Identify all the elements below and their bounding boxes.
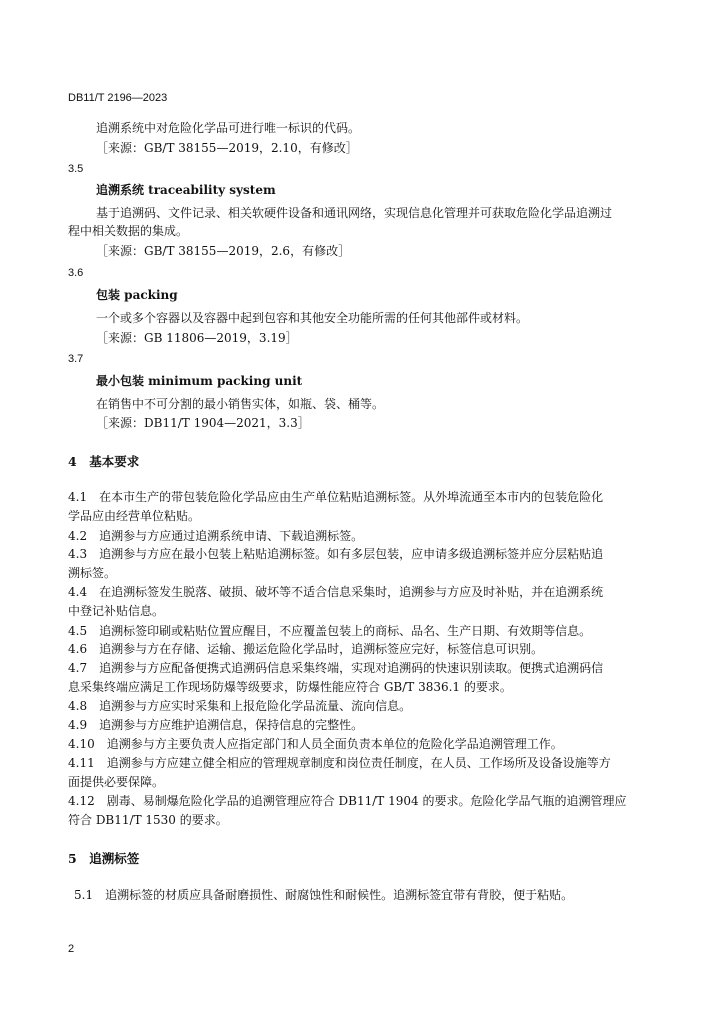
clause-number: 3.7 xyxy=(68,353,84,365)
source-citation: ［来源：GB/T 38155—2019，2.10，有修改］ xyxy=(96,141,358,155)
section-heading: 4 基本要求 xyxy=(68,454,140,469)
source-citation: ［来源：GB/T 38155—2019，2.6，有修改］ xyxy=(96,244,351,258)
definition-text: 追溯系统中对危险化学品可进行唯一标识的代码。 xyxy=(96,121,361,135)
clause-text: 4.8 追溯参与方应实时采集和上报危险化学品流量、流向信息。 xyxy=(68,699,412,713)
definition-text: 在销售中不可分割的最小销售实体，如瓶、袋、桶等。 xyxy=(96,397,385,411)
clause-text: 面提供必要保障。 xyxy=(68,775,165,789)
clause-number: 3.5 xyxy=(68,163,84,175)
clause-text: 5.1 追溯标签的材质应具备耐磨损性、耐腐蚀性和耐候性。追溯标签宜带有背胶，便于粘贴。 xyxy=(74,888,574,902)
clause-text: 4.12 剧毒、易制爆危险化学品的追溯管理应符合 DB11/T 1904 的要求。危险化学品气瓶的追溯管理应 xyxy=(68,794,627,808)
clause-text: 4.6 追溯参与方在存储、运输、搬运危险化学品时，追溯标签应完好，标签信息可识别。 xyxy=(68,642,544,656)
clause-text: 4.7 追溯参与方应配备便携式追溯码信息采集终端，实现对追溯码的快速识别读取。便携式追溯码信 xyxy=(68,661,604,675)
definition-text: 一个或多个容器以及容器中起到包容和其他安全功能所需的任何其他部件或材料。 xyxy=(96,311,529,325)
definition-text: 程中相关数据的集成。 xyxy=(68,224,189,238)
clause-text: 4.5 追溯标签印刷或粘贴位置应醒目，不应覆盖包装上的商标、品名、生产日期、有效期等信息。 xyxy=(68,624,592,638)
clause-text: 中登记补贴信息。 xyxy=(68,604,165,618)
clause-text: 学品应由经营单位粘贴。 xyxy=(68,509,201,523)
clause-number: 3.6 xyxy=(68,267,84,279)
clause-text: 溯标签。 xyxy=(68,566,117,580)
clause-text: 4.9 追溯参与方应维护追溯信息，保持信息的完整性。 xyxy=(68,718,364,732)
page-number: 2 xyxy=(68,943,75,955)
section-heading: 5 追溯标签 xyxy=(68,851,140,866)
definition-text: 基于追溯码、文件记录、相关软硬件设备和通讯网络，实现信息化管理并可获取危险化学品追溯过 xyxy=(96,206,613,220)
term-heading: 包装 packing xyxy=(96,288,178,302)
term-heading: 最小包装 minimum packing unit xyxy=(96,374,303,388)
clause-text: 息采集终端应满足工作现场防爆等级要求，防爆性能应符合 GB/T 3836.1 的要求。 xyxy=(68,680,512,694)
clause-text: 4.3 追溯参与方应在最小包装上粘贴追溯标签。如有多层包装，应申请多级追溯标签并应分层粘贴追 xyxy=(68,547,604,561)
standard-code-header: DB11/T 2196—2023 xyxy=(68,92,168,104)
clause-text: 4.2 追溯参与方应通过追溯系统申请、下载追溯标签。 xyxy=(68,529,364,543)
source-citation: ［来源：GB 11806—2019，3.19］ xyxy=(96,331,298,345)
clause-text: 符合 DB11/T 1530 的要求。 xyxy=(68,813,228,827)
clause-text: 4.10 追溯参与方主要负责人应指定部门和人员全面负责本单位的危险化学品追溯管理工作。 xyxy=(68,737,563,751)
source-citation: ［来源：DB11/T 1904—2021，3.3］ xyxy=(96,416,310,430)
clause-text: 4.4 在追溯标签发生脱落、破损、破坏等不适合信息采集时，追溯参与方应及时补贴，并在追溯系统 xyxy=(68,585,604,599)
clause-text: 4.1 在本市生产的带包装危险化学品应由生产单位粘贴追溯标签。从外埠流通至本市内的包装危险化 xyxy=(68,490,604,504)
clause-text: 4.11 追溯参与方应建立健全相应的管理规章制度和岗位责任制度，在人员、工作场所及设备设施等方 xyxy=(68,756,611,770)
term-heading: 追溯系统 traceability system xyxy=(96,183,276,197)
